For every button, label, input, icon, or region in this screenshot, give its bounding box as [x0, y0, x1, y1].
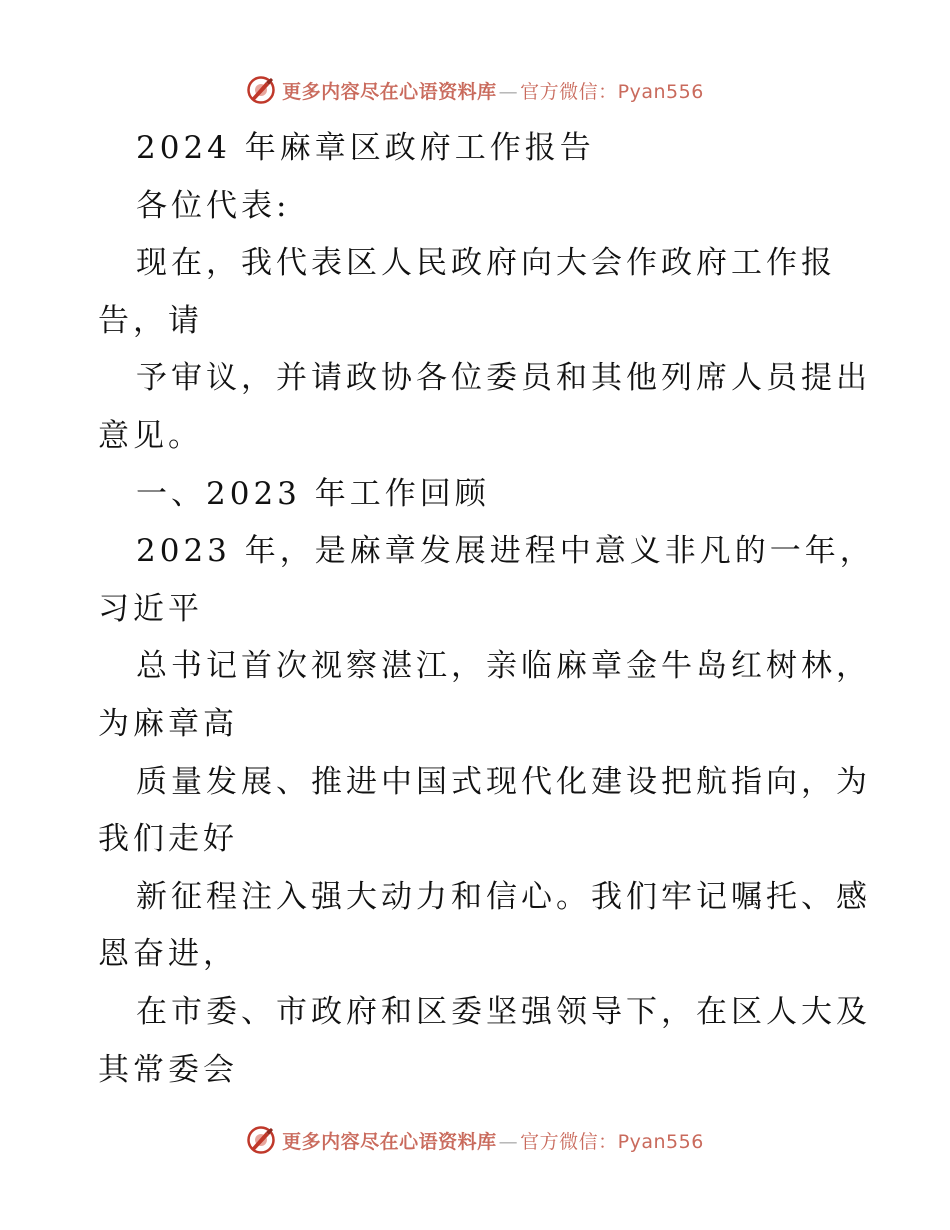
- text-line: 各位代表:: [136, 187, 291, 224]
- header-watermark-banner: [0, 70, 950, 110]
- document-title: 2024 年麻章区政府工作报告: [136, 130, 595, 166]
- text-line: 予审议，并请政协各位委员和其他列席人员提出: [136, 360, 871, 397]
- text-line: 质量发展、推进中国式现代化建设把航指向，为: [136, 763, 871, 800]
- text-line: 新征程注入强大动力和信心。我们牢记嘱托、感: [136, 878, 871, 915]
- watermark-dash: —: [498, 80, 519, 103]
- watermark-main: 更多内容尽在心语资料库: [282, 1130, 497, 1153]
- watermark-dash: —: [498, 1130, 519, 1153]
- text-line: 意见。: [98, 417, 203, 454]
- watermark-text: [282, 1127, 704, 1154]
- logo-icon: [246, 75, 276, 105]
- footer-watermark-banner: [0, 1120, 950, 1160]
- text-line: 在市委、市政府和区委坚强领导下，在区人大及: [136, 993, 871, 1030]
- text-line: 告，请: [98, 302, 203, 339]
- watermark-text: [282, 77, 704, 104]
- text-line: 总书记首次视察湛江，亲临麻章金牛岛红树林，: [136, 648, 871, 685]
- watermark-wechat: 官方微信：Pyan556: [520, 80, 704, 103]
- text-line: 恩奋进，: [98, 936, 238, 973]
- text-line: 其常委会: [98, 1051, 238, 1088]
- logo-icon: [246, 1125, 276, 1155]
- text-line: 一、2023 年工作回顾: [136, 475, 490, 512]
- watermark-wechat: 官方微信：Pyan556: [520, 1130, 704, 1153]
- document-body: [98, 120, 875, 1099]
- text-line: 现在，我代表区人民政府向大会作政府工作报: [136, 245, 836, 282]
- text-line: 我们走好: [98, 821, 238, 858]
- watermark-main: 更多内容尽在心语资料库: [282, 80, 497, 103]
- text-line: 2023 年，是麻章发展进程中意义非凡的一年，: [136, 533, 875, 570]
- text-line: 为麻章高: [98, 705, 238, 742]
- text-line: 习近平: [98, 590, 203, 627]
